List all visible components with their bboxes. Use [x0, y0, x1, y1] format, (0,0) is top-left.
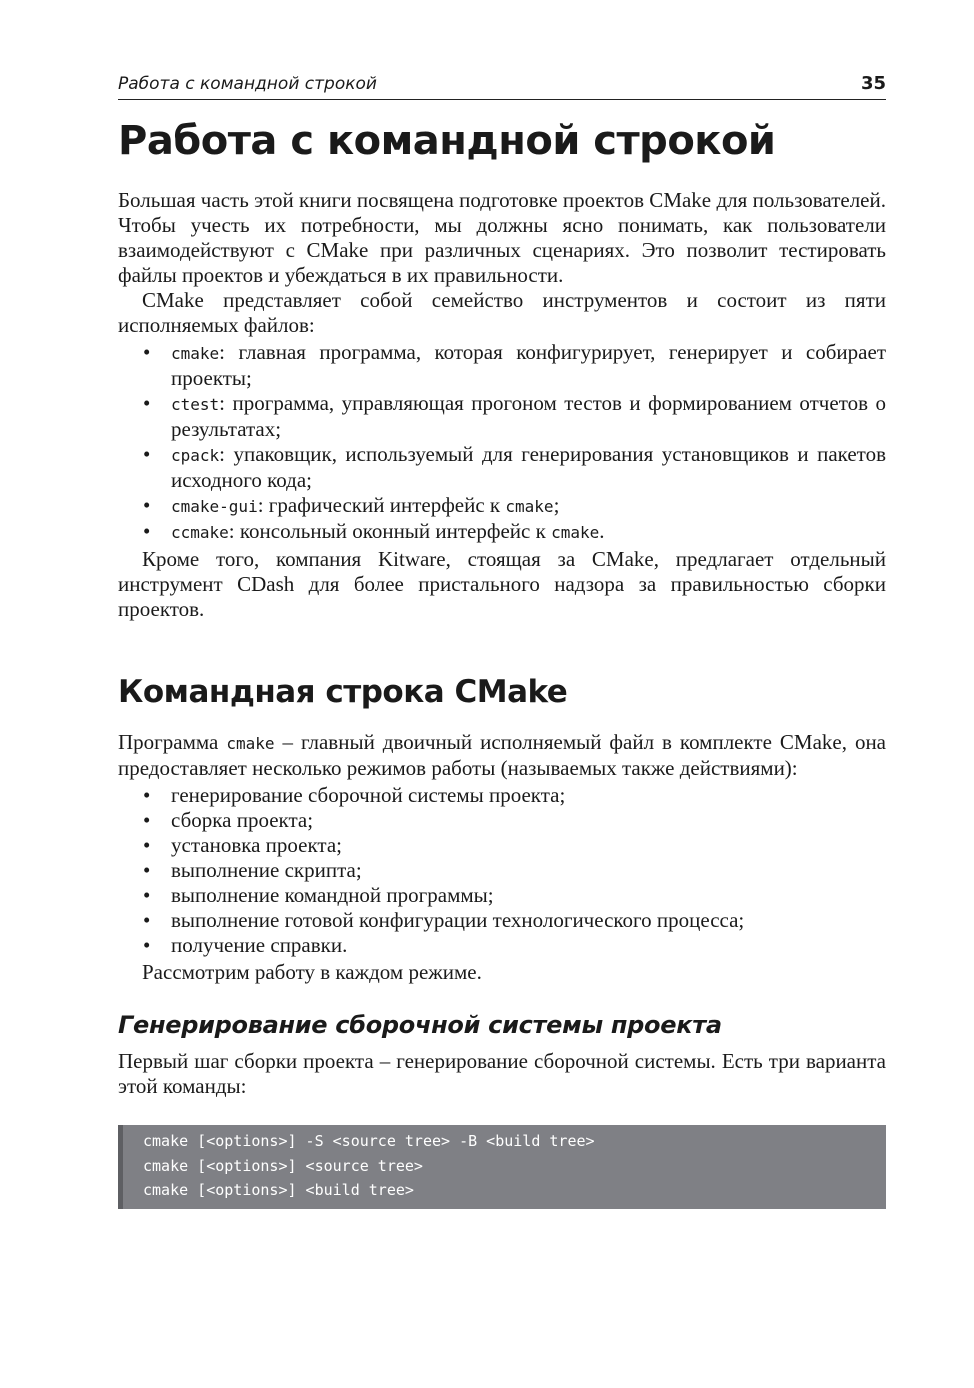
running-title: Работа с командной строкой	[118, 74, 377, 94]
list-item: • cmake-gui: графический интерфейс к cmake;	[171, 493, 886, 519]
paragraph: Большая часть этой книги посвящена подготовке проектов CMake для пользователей. Чтобы учесть их потребности, мы должны ясно понимать, как пользователи взаимодействуют с CMake при различных сценариях. Это позволит тестировать файлы проектов и убеждаться в их правильности.	[118, 188, 886, 287]
paragraph: Кроме того, компания Kitware, стоящая за CMake, предлагает отдельный инструмент CDash для более пристального надзора за правильностью сборки проектов.	[118, 547, 886, 621]
code-line: cmake [<options>] <build tree>	[143, 1181, 414, 1199]
running-header	[118, 66, 886, 100]
list-item: • cmake: главная программа, которая конфигурирует, генерирует и собирает проекты;	[171, 340, 886, 391]
list-item: • ccmake: консольный оконный интерфейс к cmake.	[171, 519, 886, 545]
chapter-title: Работа с командной строкой	[118, 118, 776, 164]
paragraph: Программа cmake – главный двоичный исполняемый файл в комплекте CMake, она предоставляет несколько режимов работы (называемых также действиями):	[118, 730, 887, 780]
list-item: • выполнение командной программы;	[171, 883, 886, 908]
tools-list	[118, 340, 886, 545]
code-block	[118, 1125, 886, 1209]
page-number: 35	[860, 73, 886, 94]
list-item: • ctest: программа, управляющая прогоном тестов и формированием отчетов о результатах;	[171, 391, 886, 442]
list-item: • сборка проекта;	[171, 808, 886, 833]
page	[118, 66, 886, 1209]
section-title: Командная строка CMake	[118, 674, 568, 710]
list-item: • установка проекта;	[171, 833, 886, 858]
paragraph: CMake представляет собой семейство инструментов и состоит из пяти исполняемых файлов:	[118, 288, 886, 337]
list-item: • выполнение скрипта;	[171, 858, 886, 883]
list-item: • генерирование сборочной системы проекта;	[171, 783, 886, 808]
list-item: • получение справки.	[171, 933, 886, 958]
code-line: cmake [<options>] <source tree>	[143, 1156, 423, 1175]
modes-list	[118, 783, 886, 958]
list-item: • выполнение готовой конфигурации технологического процесса;	[171, 908, 886, 933]
subsection-title: Генерирование сборочной системы проекта	[118, 1011, 722, 1039]
code-line: cmake [<options>] -S <source tree> -B <build tree>	[143, 1132, 595, 1150]
list-item: • cpack: упаковщик, используемый для генерирования установщиков и пакетов исходного кода;	[171, 442, 886, 493]
paragraph: Первый шаг сборки проекта – генерирование сборочной системы. Есть три варианта этой команды:	[118, 1049, 886, 1098]
paragraph: Рассмотрим работу в каждом режиме.	[142, 960, 482, 984]
